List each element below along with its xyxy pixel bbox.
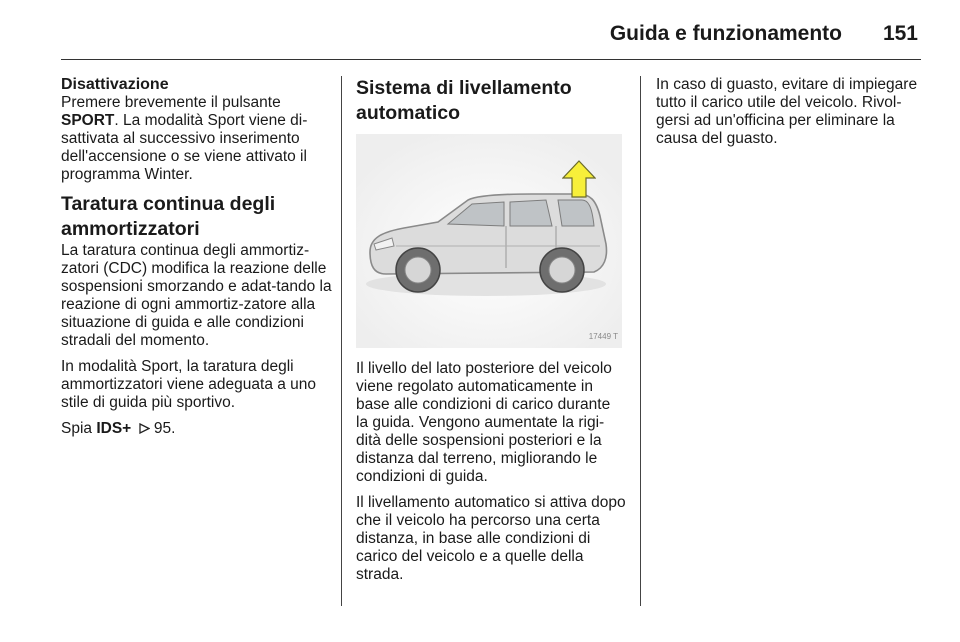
column-right	[656, 76, 926, 156]
figure-code: 17449 T	[588, 332, 618, 341]
leveling-heading: Sistema di livellamento automatico	[356, 77, 572, 124]
header-divider	[61, 59, 921, 60]
fault-text: In caso di guasto, evitare di impiegare tutto il carico utile del veicolo. Rivol-gersi ad un'officina per eliminare la causa del guasto.	[656, 76, 918, 147]
leveling-text-2: Il livellamento automatico si attiva dopo che il veicolo ha percorso una certa distanza, in base alle condizioni di carico del veicolo e a quelle della strada.	[356, 494, 626, 583]
ids-label: IDS+	[96, 420, 132, 437]
page-number: 151	[882, 22, 918, 45]
page-title: Guida e funzionamento	[609, 22, 842, 45]
leveling-figure	[356, 134, 622, 348]
deactivation-text: Premere brevemente il pulsante SPORT. La modalità Sport viene di-sattivata al successivo inserimento dell'accensione o se viene attivato il programma Winter.	[61, 94, 308, 183]
cross-reference-icon	[139, 423, 150, 434]
warning-light-ref: Spia IDS+ 95.	[61, 420, 176, 437]
column-left	[61, 76, 333, 446]
page-reference[interactable]: 95.	[149, 420, 176, 437]
cdc-heading: Taratura continua degli ammortizzatori	[61, 193, 276, 240]
up-arrow-icon	[562, 160, 596, 198]
column-divider-2	[640, 76, 641, 606]
page-header	[0, 14, 960, 54]
sport-label: SPORT	[61, 112, 115, 129]
deactivation-heading: Disattivazione	[61, 76, 169, 93]
column-divider-1	[341, 76, 342, 606]
cdc-text-2: In modalità Sport, la taratura degli ammortizzatori viene adeguata a uno stile di guida più sportivo.	[61, 358, 317, 411]
leveling-text-1: Il livello del lato posteriore del veicolo viene regolato automaticamente in base alle condizioni di carico durante la guida. Vengono aumentate la rigi-dità delle sospensioni posteriori e la distanza dal terreno, migliorando le condizioni di guida.	[356, 360, 612, 485]
column-middle	[356, 76, 626, 592]
cdc-text-1: La taratura continua degli ammortiz-zatori (CDC) modifica la reazione delle sospensioni smorzando e adat-tando la reazione di ogni ammortiz-zatore alla situazione di guida e alle condizioni stradali del momento.	[61, 242, 332, 349]
